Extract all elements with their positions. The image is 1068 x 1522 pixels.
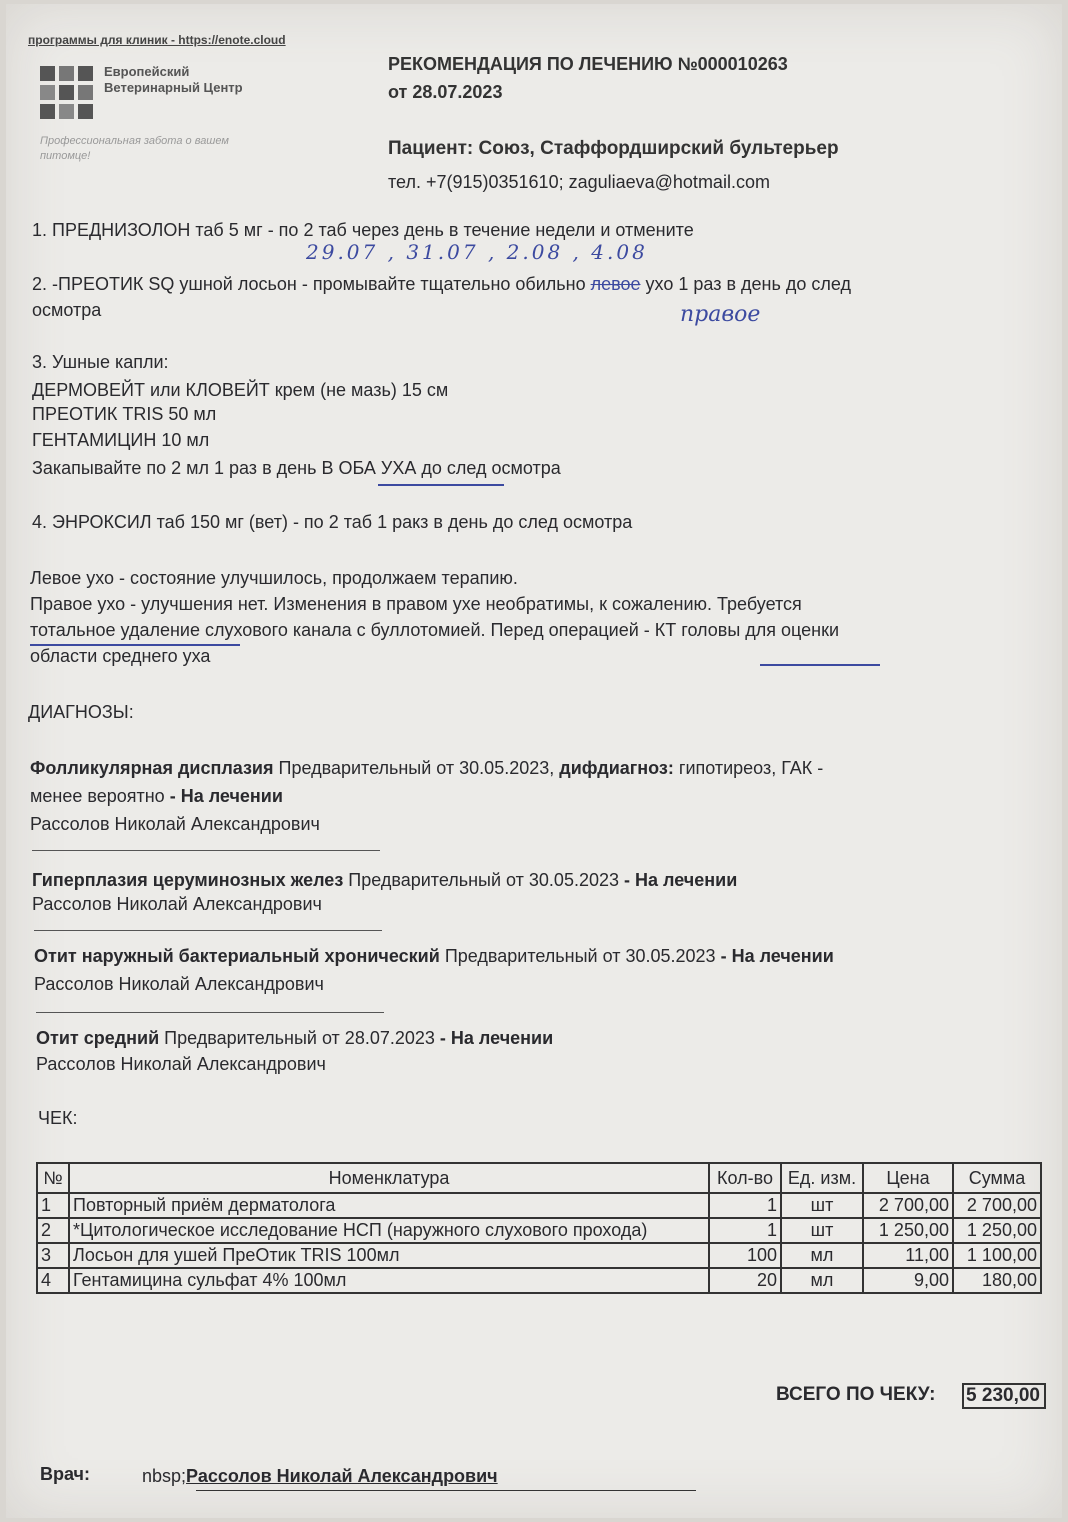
pen-underline bbox=[378, 484, 504, 486]
row-qty: 20 bbox=[709, 1268, 781, 1293]
row-name: Гентамицина сульфат 4% 100мл bbox=[69, 1268, 709, 1293]
row-number: 4 bbox=[37, 1268, 69, 1293]
table-header-row bbox=[37, 1163, 1041, 1193]
column-header: № bbox=[37, 1163, 69, 1193]
receipt-table bbox=[36, 1162, 1042, 1294]
column-header: Кол-во bbox=[709, 1163, 781, 1193]
document-date: от 28.07.2023 bbox=[388, 82, 503, 102]
diagnosis-name: Фолликулярная дисплазия bbox=[30, 758, 274, 778]
row-price: 2 700,00 bbox=[863, 1193, 953, 1218]
signature-underline bbox=[196, 1490, 696, 1491]
separator bbox=[34, 930, 382, 931]
diagnosis-4 bbox=[36, 1028, 553, 1049]
row-name: Лосьон для ушей ПреОтик TRIS 100мл bbox=[69, 1243, 709, 1268]
recommendation-2-line2: осмотра bbox=[32, 300, 102, 320]
row-qty: 1 bbox=[709, 1218, 781, 1243]
row-unit: шт bbox=[781, 1193, 863, 1218]
row-sum: 2 700,00 bbox=[953, 1193, 1041, 1218]
row-unit: мл bbox=[781, 1243, 863, 1268]
receipt-heading: ЧЕК: bbox=[38, 1108, 78, 1128]
pen-underline-2 bbox=[30, 644, 240, 646]
separator bbox=[32, 850, 380, 851]
column-header: Ед. изм. bbox=[781, 1163, 863, 1193]
handwritten-correction: правое bbox=[680, 302, 761, 327]
row-qty: 1 bbox=[709, 1193, 781, 1218]
diagnosis-detail: Предварительный от 30.05.2023 bbox=[444, 946, 716, 966]
diagnosis-1 bbox=[30, 758, 823, 779]
diagnosis-doctor: Рассолов Николай Александрович bbox=[36, 1054, 326, 1074]
handwritten-dates: 29.07 , 31.07 , 2.08 , 4.08 bbox=[306, 240, 648, 264]
recommendation-3-line1: ДЕРМОВЕЙТ или КЛОВЕЙТ крем (не мазь) 15 см bbox=[32, 380, 449, 400]
diagnosis-name: Отит средний bbox=[36, 1028, 160, 1048]
diagnosis-doctor: Рассолов Николай Александрович bbox=[32, 894, 322, 914]
software-link[interactable]: программы для клиник - https://enote.cloud bbox=[28, 33, 286, 47]
table-row bbox=[37, 1243, 1041, 1268]
row-number: 1 bbox=[37, 1193, 69, 1218]
diagnosis-3 bbox=[34, 946, 834, 967]
diagnosis-name: Гиперплазия церуминозных желез bbox=[32, 870, 344, 890]
note-middle-ear: области среднего уха bbox=[30, 646, 211, 666]
diagnosis-status: - На лечении bbox=[624, 870, 738, 890]
note-surgery: тотальное удаление слухового канала с буллотомией. Перед операцией - КТ головы для оценки bbox=[30, 620, 840, 640]
diagnosis-status: - На лечении bbox=[720, 946, 834, 966]
note-left-ear: Левое ухо - состояние улучшилось, продолжаем терапию. bbox=[30, 568, 518, 588]
document-title: РЕКОМЕНДАЦИЯ ПО ЛЕЧЕНИЮ №000010263 bbox=[388, 54, 788, 74]
column-header: Цена bbox=[863, 1163, 953, 1193]
table-row bbox=[37, 1193, 1041, 1218]
recommendation-2-text: 2. -ПРЕОТИК SQ ушной лосьон - промывайте тщательно обильно bbox=[32, 274, 586, 294]
recommendation-2-end: ухо 1 раз в день до след bbox=[645, 274, 851, 294]
struck-word: левое bbox=[590, 274, 641, 294]
row-unit: шт bbox=[781, 1218, 863, 1243]
doctor-signature-line bbox=[142, 1466, 498, 1487]
patient-value: Союз, Стаффордширский бультерьер bbox=[478, 138, 839, 159]
diagnosis-name: Отит наружный бактериальный хронический bbox=[34, 946, 440, 966]
row-price: 9,00 bbox=[863, 1268, 953, 1293]
diagnosis-status: - На лечении bbox=[169, 786, 283, 806]
clinic-name: Европейский Ветеринарный Центр bbox=[104, 64, 243, 95]
diagnosis-1-line2 bbox=[30, 786, 283, 807]
doctor-prefix: nbsp; bbox=[142, 1466, 187, 1486]
diagnosis-diff-cont: менее вероятно bbox=[30, 786, 165, 806]
column-header: Сумма bbox=[953, 1163, 1041, 1193]
recommendation-3-line4: Закапывайте по 2 мл 1 раз в день В ОБА УХА до след осмотра bbox=[32, 458, 561, 478]
diagnosis-doctor: Рассолов Николай Александрович bbox=[34, 974, 324, 994]
table-row bbox=[37, 1218, 1041, 1243]
diagnosis-detail: Предварительный от 28.07.2023 bbox=[164, 1028, 435, 1048]
row-name: Повторный приём дерматолога bbox=[69, 1193, 709, 1218]
row-price: 1 250,00 bbox=[863, 1218, 953, 1243]
row-price: 11,00 bbox=[863, 1243, 953, 1268]
recommendation-2 bbox=[32, 274, 851, 295]
diagnosis-detail: Предварительный от 30.05.2023 bbox=[348, 870, 620, 890]
clinic-tagline: Профессиональная забота о вашем питомце! bbox=[40, 135, 229, 162]
diagnosis-doctor: Рассолов Николай Александрович bbox=[30, 814, 320, 834]
row-sum: 180,00 bbox=[953, 1268, 1041, 1293]
patient-contact: тел. +7(915)0351610; zaguliaeva@hotmail.com bbox=[388, 172, 770, 192]
diagnosis-diff: гипотиреоз, ГАК - bbox=[678, 758, 824, 778]
separator bbox=[36, 1012, 384, 1013]
row-number: 3 bbox=[37, 1243, 69, 1268]
column-header: Номенклатура bbox=[69, 1163, 709, 1193]
total-label: ВСЕГО ПО ЧЕКУ: bbox=[776, 1384, 936, 1405]
diagnosis-diff-label: дифдиагноз: bbox=[559, 758, 674, 778]
table-row bbox=[37, 1268, 1041, 1293]
recommendation-4: 4. ЭНРОКСИЛ таб 150 мг (вет) - по 2 таб 1 ракз в день до след осмотра bbox=[32, 512, 633, 532]
doctor-label: Врач: bbox=[40, 1464, 91, 1484]
patient-line bbox=[388, 138, 839, 160]
pen-underline-3 bbox=[760, 664, 880, 666]
diagnoses-heading: ДИАГНОЗЫ: bbox=[28, 702, 134, 722]
clinic-logo bbox=[40, 66, 96, 116]
patient-label: Пациент: bbox=[388, 138, 474, 159]
recommendation-3-line3: ГЕНТАМИЦИН 10 мл bbox=[32, 430, 210, 450]
total-value: 5 230,00 bbox=[962, 1383, 1046, 1409]
recommendation-1: 1. ПРЕДНИЗОЛОН таб 5 мг - по 2 таб через день в течение недели и отмените bbox=[32, 220, 694, 240]
diagnosis-detail: Предварительный от 30.05.2023, bbox=[278, 758, 555, 778]
recommendation-3-line2: ПРЕОТИК TRIS 50 мл bbox=[32, 404, 217, 424]
recommendation-3-title: 3. Ушные капли: bbox=[32, 352, 169, 372]
diagnosis-status: - На лечении bbox=[439, 1028, 554, 1048]
diagnosis-2 bbox=[32, 870, 737, 891]
row-name: *Цитологическое исследование НСП (наружного слухового прохода) bbox=[69, 1218, 709, 1243]
row-number: 2 bbox=[37, 1218, 69, 1243]
row-sum: 1 250,00 bbox=[953, 1218, 1041, 1243]
row-qty: 100 bbox=[709, 1243, 781, 1268]
doctor-name: Рассолов Николай Александрович bbox=[186, 1466, 498, 1486]
note-right-ear: Правое ухо - улучшения нет. Изменения в правом ухе необратимы, к сожалению. Требуется bbox=[30, 594, 802, 614]
row-sum: 1 100,00 bbox=[953, 1243, 1041, 1268]
row-unit: мл bbox=[781, 1268, 863, 1293]
